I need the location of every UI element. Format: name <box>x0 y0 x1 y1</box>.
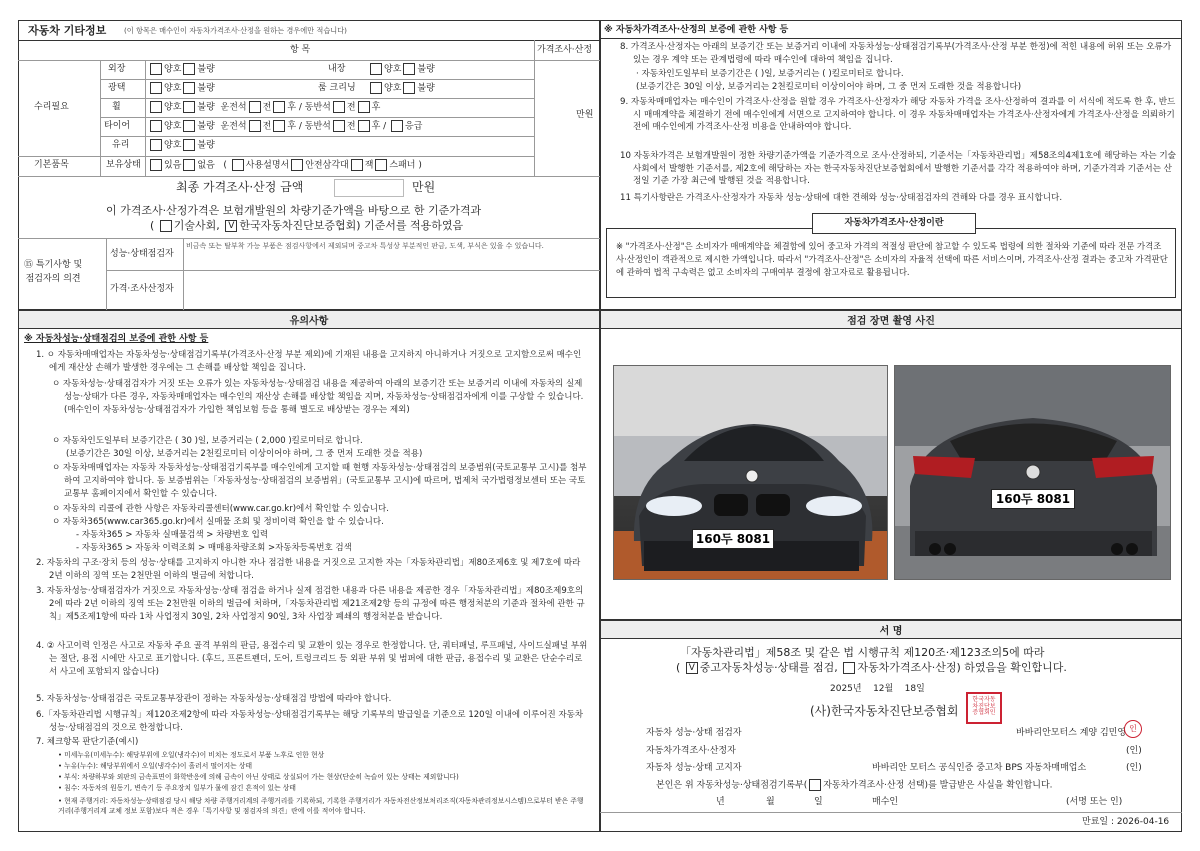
opt-have: 있음 <box>164 160 182 171</box>
inspector-row-value: 바바리안모터스 계양 김민영 <box>1016 728 1127 738</box>
wheel-options: 양호 불량 운전석 전 후 / 동반석 전 후 <box>148 101 380 113</box>
note-1d: (보증기간은 30일 이상, 보증거리는 2천킬로미터 이상이어야 하며, 그 중 먼저 도래한 것을 적용) <box>66 449 423 459</box>
opt-spanner: 스패너 <box>389 160 416 171</box>
note-1g: ㅇ 자동차365(www.car365.go.kr)에서 실매물 조회 및 정비이력 확인을 할 수 있습니다. <box>52 517 384 527</box>
opt-bad: 불량 <box>197 121 215 132</box>
inspector-seal: 인 <box>1124 720 1142 738</box>
opt-passenger: 동반석 <box>304 121 331 132</box>
opt-driver: 운전석 <box>220 102 247 113</box>
checkbox-price[interactable] <box>843 662 855 674</box>
check-line: ( V 중고자동차성능·상태를 점검, 자동차가격조사·산정) 하였음을 확인합니다. <box>676 661 1067 674</box>
checkbox-performance[interactable]: V <box>686 662 698 674</box>
criteria-1: • 미세누유(미세누수): 해당부위에 오일(냉각수)이 비치는 정도로서 부품 노후로 인한 현상 <box>58 751 325 759</box>
checkbox[interactable] <box>183 139 195 151</box>
association-seal: 한국자동차진단보증협회인 <box>966 692 1002 724</box>
checkbox[interactable] <box>273 101 285 113</box>
opt-bad: 불량 <box>197 83 215 94</box>
photos-header: 점검 장면 촬영 사진 <box>601 311 1181 329</box>
note-4: 4. ② 사고이력 인정은 사고로 자동차 주요 골격 부위의 판금, 용접수리 및 교환이 있는 경우로 한정합니다. 단, 쿼터패널, 루프패널, 사이드실패널 부위는 절단, 용접 시에만 사고로 표기합니다. (후드, 프론트펜더, 도어, 트렁크리드 등 외판 부위 및 범퍼에 대한 판금, 용접수리 및 교환은 단순수리로서 사고에 포함되지 않습니다) <box>36 641 588 678</box>
row-wheel: 휠 <box>112 102 121 112</box>
checkbox[interactable] <box>183 101 195 113</box>
opt-driver: 운전석 <box>220 121 247 132</box>
criteria-2: • 누유(누수): 해당부위에서 오일(냉각수)이 흘러서 떨어지는 상태 <box>58 762 253 770</box>
sign-date <box>830 684 925 694</box>
final-price-label: 최종 가격조사·산정 금액 <box>176 180 304 194</box>
opt-bad: 불량 <box>197 64 215 75</box>
pricer-label: 가격·조사산정자 <box>110 284 174 294</box>
col-item-header: 항 목 <box>290 45 311 55</box>
glass-options <box>148 139 215 151</box>
checkbox[interactable] <box>351 159 363 171</box>
checkbox[interactable] <box>391 120 403 132</box>
check-performance-label: 중고자동차성능·상태를 점검, <box>699 661 838 674</box>
opt-rear: 후 <box>287 121 297 132</box>
opt-jack: 잭 <box>364 160 374 171</box>
opt-good: 양호 <box>164 121 182 132</box>
opt-good: 양호 <box>164 64 182 75</box>
checkbox[interactable] <box>183 82 195 94</box>
checkbox[interactable] <box>150 120 162 132</box>
checkbox[interactable] <box>333 101 345 113</box>
row-gloss: 광택 <box>108 83 126 93</box>
checkbox[interactable] <box>150 159 162 171</box>
opt-good: 양호 <box>384 83 402 94</box>
opt-triangle: 안전삼각대 <box>305 160 349 171</box>
checkbox-tech[interactable] <box>160 220 172 232</box>
opt-emergency: 응급 <box>405 121 423 132</box>
receipt-line-b: 자동차가격조사·산정 선택)를 발급받은 사실을 확인합니다. <box>823 780 1053 791</box>
criteria-4: • 침수: 자동차의 원동기, 변속기 등 주요장치 일부가 물에 잠긴 흔적이 있는 상태 <box>58 784 296 792</box>
row-room-cleaning: 룸 크리닝 <box>318 83 356 93</box>
checkbox[interactable] <box>249 120 261 132</box>
checkbox-receipt-price[interactable] <box>809 779 821 791</box>
date-month: 12월 <box>873 684 894 694</box>
criteria-5: • 현재 주행거리: 자동차성능·상태점검 당시 해당 차량 주행거리계의 주행거리를 기록하되, 기록한 주행거리가 자동차전산정보처리조직(자동차관리정보시스템)으로부터 받은 주행거리(주행거리계 교체 정보 포함)보다 적은 경우「특기사항 및 점검자의 의견」란에 이를 적어야 합니다. <box>58 797 584 816</box>
check-price-label: 자동차가격조사·산정) 하였음을 확인합니다. <box>857 661 1067 674</box>
possession-options: 있음 없음 ( 사용설명서 안전삼각대 잭 스패너 ) <box>148 159 422 171</box>
note-5: 5. 자동차성능·상태점검은 국토교통부장관이 정하는 자동차성능·상태점검 방법에 따라야 합니다. <box>36 694 392 704</box>
notifier-row-label: 자동차 성능·상태 고지자 <box>646 763 742 773</box>
opt-good: 양호 <box>164 83 182 94</box>
pricer-row-value: (인) <box>1126 746 1142 756</box>
checkbox[interactable] <box>333 120 345 132</box>
checkbox[interactable] <box>403 63 415 75</box>
checkbox[interactable] <box>183 120 195 132</box>
basis-options: ( 기술사회, V 한국자동차진단보증협회) 기준서를 적용하였음 <box>150 219 464 232</box>
receipt-line-a: 본인은 위 자동차성능·상태점검기록부( <box>656 780 808 791</box>
notes-sub: ※ 자동차성능·상태점검의 보증에 관한 사항 등 <box>24 334 209 344</box>
checkbox[interactable] <box>370 63 382 75</box>
opt-good: 양호 <box>384 64 402 75</box>
final-price-unit: 만원 <box>412 180 436 194</box>
opt-none: 없음 <box>197 160 215 171</box>
opt-rear: 후 <box>287 102 297 113</box>
opt-front: 전 <box>262 121 272 132</box>
checkbox[interactable] <box>403 82 415 94</box>
note-1c: ㅇ 자동차인도일부터 보증기간은 ( 30 )일, 보증거리는 ( 2,000 )킬로미터로 합니다. <box>52 436 363 446</box>
expiry-date: 만료일 : 2026-04-16 <box>1082 817 1170 827</box>
checkbox[interactable] <box>273 120 285 132</box>
ymd-month: 월 <box>766 797 775 807</box>
opt-rear: 후 <box>371 121 381 132</box>
opt-manual: 사용설명서 <box>245 160 290 171</box>
row-tire: 타이어 <box>104 121 131 131</box>
final-price-input[interactable] <box>334 179 404 197</box>
checkbox[interactable] <box>150 101 162 113</box>
row-possession: 보유상태 <box>106 160 141 170</box>
group-repair-label: 수리필요 <box>34 102 69 112</box>
note-1i: - 자동차365 > 자동차 이력조회 > 매매용차량조회 >자동차등록번호 검색 <box>76 543 352 553</box>
checkbox-association[interactable]: V <box>225 220 237 232</box>
notifier-row-seal: (인) <box>1126 763 1142 773</box>
ymd-year: 년 <box>716 797 725 807</box>
group-basic-label: 기본품목 <box>34 160 69 170</box>
opt-bad: 불량 <box>417 64 435 75</box>
checkbox[interactable] <box>249 101 261 113</box>
notes-header: 유의사항 <box>19 311 599 329</box>
note-1b: ㅇ 자동차성능·상태점검자가 거짓 또는 오류가 있는 자동차성능·상태점검 내용을 제공하여 아래의 보증기간 또는 보증거리 이내에 자동차의 실제 성능·상태가 다른 경우, 자동차매매업자는 매수인의 재산상 손해를 배상할 책임을 지며, 자동차성능·상태점검자에게 이를 구상할 수 있습니다.(매수인이 자동차성능·상태점검자가 가입한 책임보험 등을 통해 별도로 배상받는 경우는 제외) <box>52 379 584 416</box>
buyer-sign: (서명 또는 인) <box>1066 797 1123 807</box>
section-title: 자동차 기타정보 <box>28 24 107 37</box>
item-8c: (보증기간은 30일 이상, 보증거리는 2천킬로미터 이상이어야 하며, 그 중 먼저 도래한 것을 적용합니다) <box>636 82 1022 92</box>
item-8: 8. 가격조사·산정자는 아래의 보증기간 또는 보증거리 이내에 자동차성능·상태점검기록부(가격조사·산정 부분 한정)에 적힌 내용에 허위 또는 오류가 있는 경우 계약 또는 관계법령에 따라 매수인에 대하여 책임을 집니다. <box>620 42 1172 65</box>
car-rear-illustration <box>895 366 1171 580</box>
section-note: (이 항목은 매수인이 자동차가격조사·산정을 원하는 경우에만 적습니다) <box>124 26 347 35</box>
checkbox[interactable] <box>232 159 244 171</box>
inspector-label: 성능·상태점검자 <box>110 249 174 259</box>
tire-options: 양호 불량 운전석 전 후 / 동반석 전 후 / 응급 <box>148 120 422 132</box>
receipt-line <box>656 779 1053 791</box>
date-day: 18일 <box>904 684 925 694</box>
row-interior: 내장 <box>328 64 346 74</box>
definition-title-box: 자동차가격조사·산정이란 <box>812 213 976 234</box>
row-glass: 유리 <box>112 140 130 150</box>
opt-bad: 불량 <box>417 83 435 94</box>
checkbox[interactable] <box>370 82 382 94</box>
note-3: 3. 자동차성능·상태점검자가 거짓으로 자동차성능·상태 점검을 하거나 실제 점검한 내용과 다른 내용을 제공한 경우「자동차관리법」제80조제9호의2에 따라 2년 이하의 징역 또는 2천만원 이하의 벌금에 처하며,「자동차관리법 제21조제2항 등의 규정에 따른 행정처분의 기준과 절차에 관한 규칙」제5조제1항에 따라 1차 사업정지 30일, 2차 사업정지 90일, 3차 사업장 폐쇄의 행정처분을 받습니다. <box>36 586 585 623</box>
opt-tech: 기술사회, <box>173 219 220 232</box>
checkbox[interactable] <box>183 63 195 75</box>
inspector-row-label: 자동차 성능·상태 점검자 <box>646 728 742 738</box>
opt-bad: 불량 <box>197 140 215 151</box>
exterior-options <box>148 63 215 75</box>
price-unit: 만원 <box>576 110 594 120</box>
checkbox[interactable] <box>183 159 195 171</box>
checkbox[interactable] <box>358 120 370 132</box>
item-11: 11 특기사항란은 가격조사·산정자가 자동차 성능·상태에 대한 견해와 성능·상태점검자의 견해와 다를 경우 표시합니다. <box>620 193 1063 203</box>
checkbox[interactable] <box>375 159 387 171</box>
opt-bad: 불량 <box>197 102 215 113</box>
opt-rear: 후 <box>371 102 381 113</box>
note-6: 6.「자동차관리법 시행규칙」제120조제2항에 따라 자동차성능·상태점검기록부는 해당 기록부의 발급일을 기준으로 120일 이내에 이루어진 자동차 성능·상태점검의 것으로 한정합니다. <box>36 710 583 734</box>
note-1h: - 자동차365 > 자동차 실매물검색 > 차량번호 입력 <box>76 530 269 540</box>
room-cleaning-options <box>368 82 435 94</box>
note-7: 7. 체크항목 판단기준(예시) <box>36 737 139 747</box>
notifier-row-value: 바바리안 모터스 공식인증 중고차 BPS 자동차매매업소 <box>872 763 1087 773</box>
opt-front: 전 <box>346 121 356 132</box>
right-top-header: ※ 자동차가격조사·산정의 보증에 관한 사항 등 <box>604 25 789 35</box>
basis-line: 이 가격조사·산정가격은 보험개발원의 차량기준가액을 바탕으로 한 기준가격과 <box>106 204 482 217</box>
note-1f: ㅇ 자동차의 리콜에 관한 사항은 자동차리콜센터(www.car.go.kr)에서 확인할 수 있습니다. <box>52 504 389 514</box>
note-2: 2. 자동차의 구조·장치 등의 성능·상태를 고지하지 아니한 자나 점검한 내용을 거짓으로 고지한 자는「자동차관리법」제80조제6호 및 제7호에 따라 2년 이하의 징역 또는 2천만원 이하의 벌금에 처합니다. <box>36 558 581 582</box>
org-name: (사)한국자동차진단보증협회 <box>810 704 959 718</box>
criteria-3: • 부식: 차량하부와 외판의 금속표면이 화학반응에 의해 금속이 아닌 상태로 상실되어 가는 현상(단순히 녹슬어 있는 상태는 제외합니다) <box>58 773 459 781</box>
col-price-header: 가격조사·산정 <box>537 45 593 55</box>
rear-plate: 160두 8081 <box>991 489 1075 509</box>
gloss-options <box>148 82 215 94</box>
checkbox[interactable] <box>291 159 303 171</box>
checkbox[interactable] <box>150 139 162 151</box>
checkbox[interactable] <box>358 101 370 113</box>
car-front-photo <box>613 365 888 580</box>
checkbox[interactable] <box>150 82 162 94</box>
opinion-label: ⑮ 특기사항 및 점검자의 의견 <box>24 260 83 284</box>
opt-front: 전 <box>346 102 356 113</box>
front-plate: 160두 8081 <box>692 529 774 549</box>
item-8b: · 자동차인도일부터 보증기간은 ( )일, 보증거리는 ( )킬로미터로 합니다. <box>636 69 904 79</box>
pricer-row-label: 자동차가격조사·산정자 <box>646 746 736 756</box>
signature-header: 서 명 <box>601 621 1181 639</box>
opt-front: 전 <box>262 102 272 113</box>
definition-text: ※ "가격조사·산정"은 소비자가 매매계약을 체결함에 있어 중고차 가격의 적절성 판단에 참고할 수 있도록 법령에 의한 절차와 기준에 따라 전문 가격조사·산정인이 객관적으로 제시한 가액입니다. 따라서 "가격조사·산정"은 소비자의 자율적 선택에 따른 서비스이며, 가격조사·산정 결과는 중고차 가격판단에 관하여 법적 구속력은 없고 소비자의 구매여부 결정에 참고자료로 활용됩니다. <box>616 241 1168 278</box>
opt-good: 양호 <box>164 102 182 113</box>
item-9: 9. 자동차매매업자는 매수인이 가격조사·산정을 원할 경우 가격조사·산정자가 해당 자동차 가격을 조사·산정하여 결과를 이 서식에 적도록 한 후, 반드시 매매계약을 체결하기 전에 매수인에게 서면으로 고지하여야 합니다. 이 경우 자동차매매업자는 가격조사·산정자에게 가격조사·산정을 의뢰하기 전에 매수인에게 가격조사·산정 비용을 안내하여야 합니다. <box>620 97 1176 133</box>
row-exterior: 외장 <box>108 64 126 74</box>
item-10: 10 자동차가격은 보험개발원이 정한 차량기준가액을 기준가격으로 조사·산정하되, 기준서는「자동차관리법」제58조의4제1호에 해당하는 자는 기술사회에서 발행한 기준서를, 제2호에 해당하는 자는 한국자동차진단보증협회에서 발행한 기준서를 각각 적용하여야 하며, 기준가격과 기준서는 산정일 기준 가장 최근에 발행된 것을 적용합니다. <box>620 151 1176 187</box>
opt-good: 양호 <box>164 140 182 151</box>
note-1a: 1. ㅇ 자동차매매업자는 자동차성능·상태점검기록부(가격조사·산정 부분 제외)에 기재된 내용을 고지하지 아니하거나 거짓으로 고지함으로써 매수인에게 재산상 손해가 발생한 경우에는 그 손해를 배상할 책임을 집니다. <box>36 350 582 374</box>
inspector-note: 비금속 또는 탈부착 가능 부품은 점검사항에서 제외되며 중고차 특성상 부분적인 판금, 도색, 부식은 있을 수 있습니다. <box>186 242 544 250</box>
car-rear-photo <box>894 365 1171 580</box>
law-line: 「자동차관리법」제58조 및 같은 법 시행규칙 제120조·제123조의5에 따라 <box>680 646 1045 659</box>
interior-options <box>368 63 435 75</box>
ymd-day: 일 <box>814 797 823 807</box>
checkbox[interactable] <box>150 63 162 75</box>
buyer-label: 매수인 <box>872 797 899 807</box>
date-year: 2025년 <box>830 684 862 694</box>
opt-passenger: 동반석 <box>304 102 331 113</box>
note-1e: ㅇ 자동차매매업자는 자동차 자동차성능·상태점검기록부를 매수인에게 고지할 때 현행 자동차성능·상태점검의 보증범위(국토교통부 고시)를 첨부하여 고지하여야 합니다. 동 보증범위는「자동차성능·상태점검의 보증범위」(국토교통부 고시)에 따르며, 법제처 국가법령정보센터 또는 국토교통부 홈페이지에서 확인할 수 있습니다. <box>52 463 587 500</box>
opt-association: 한국자동차진단보증협회) 기준서를 적용하였음 <box>239 219 464 232</box>
